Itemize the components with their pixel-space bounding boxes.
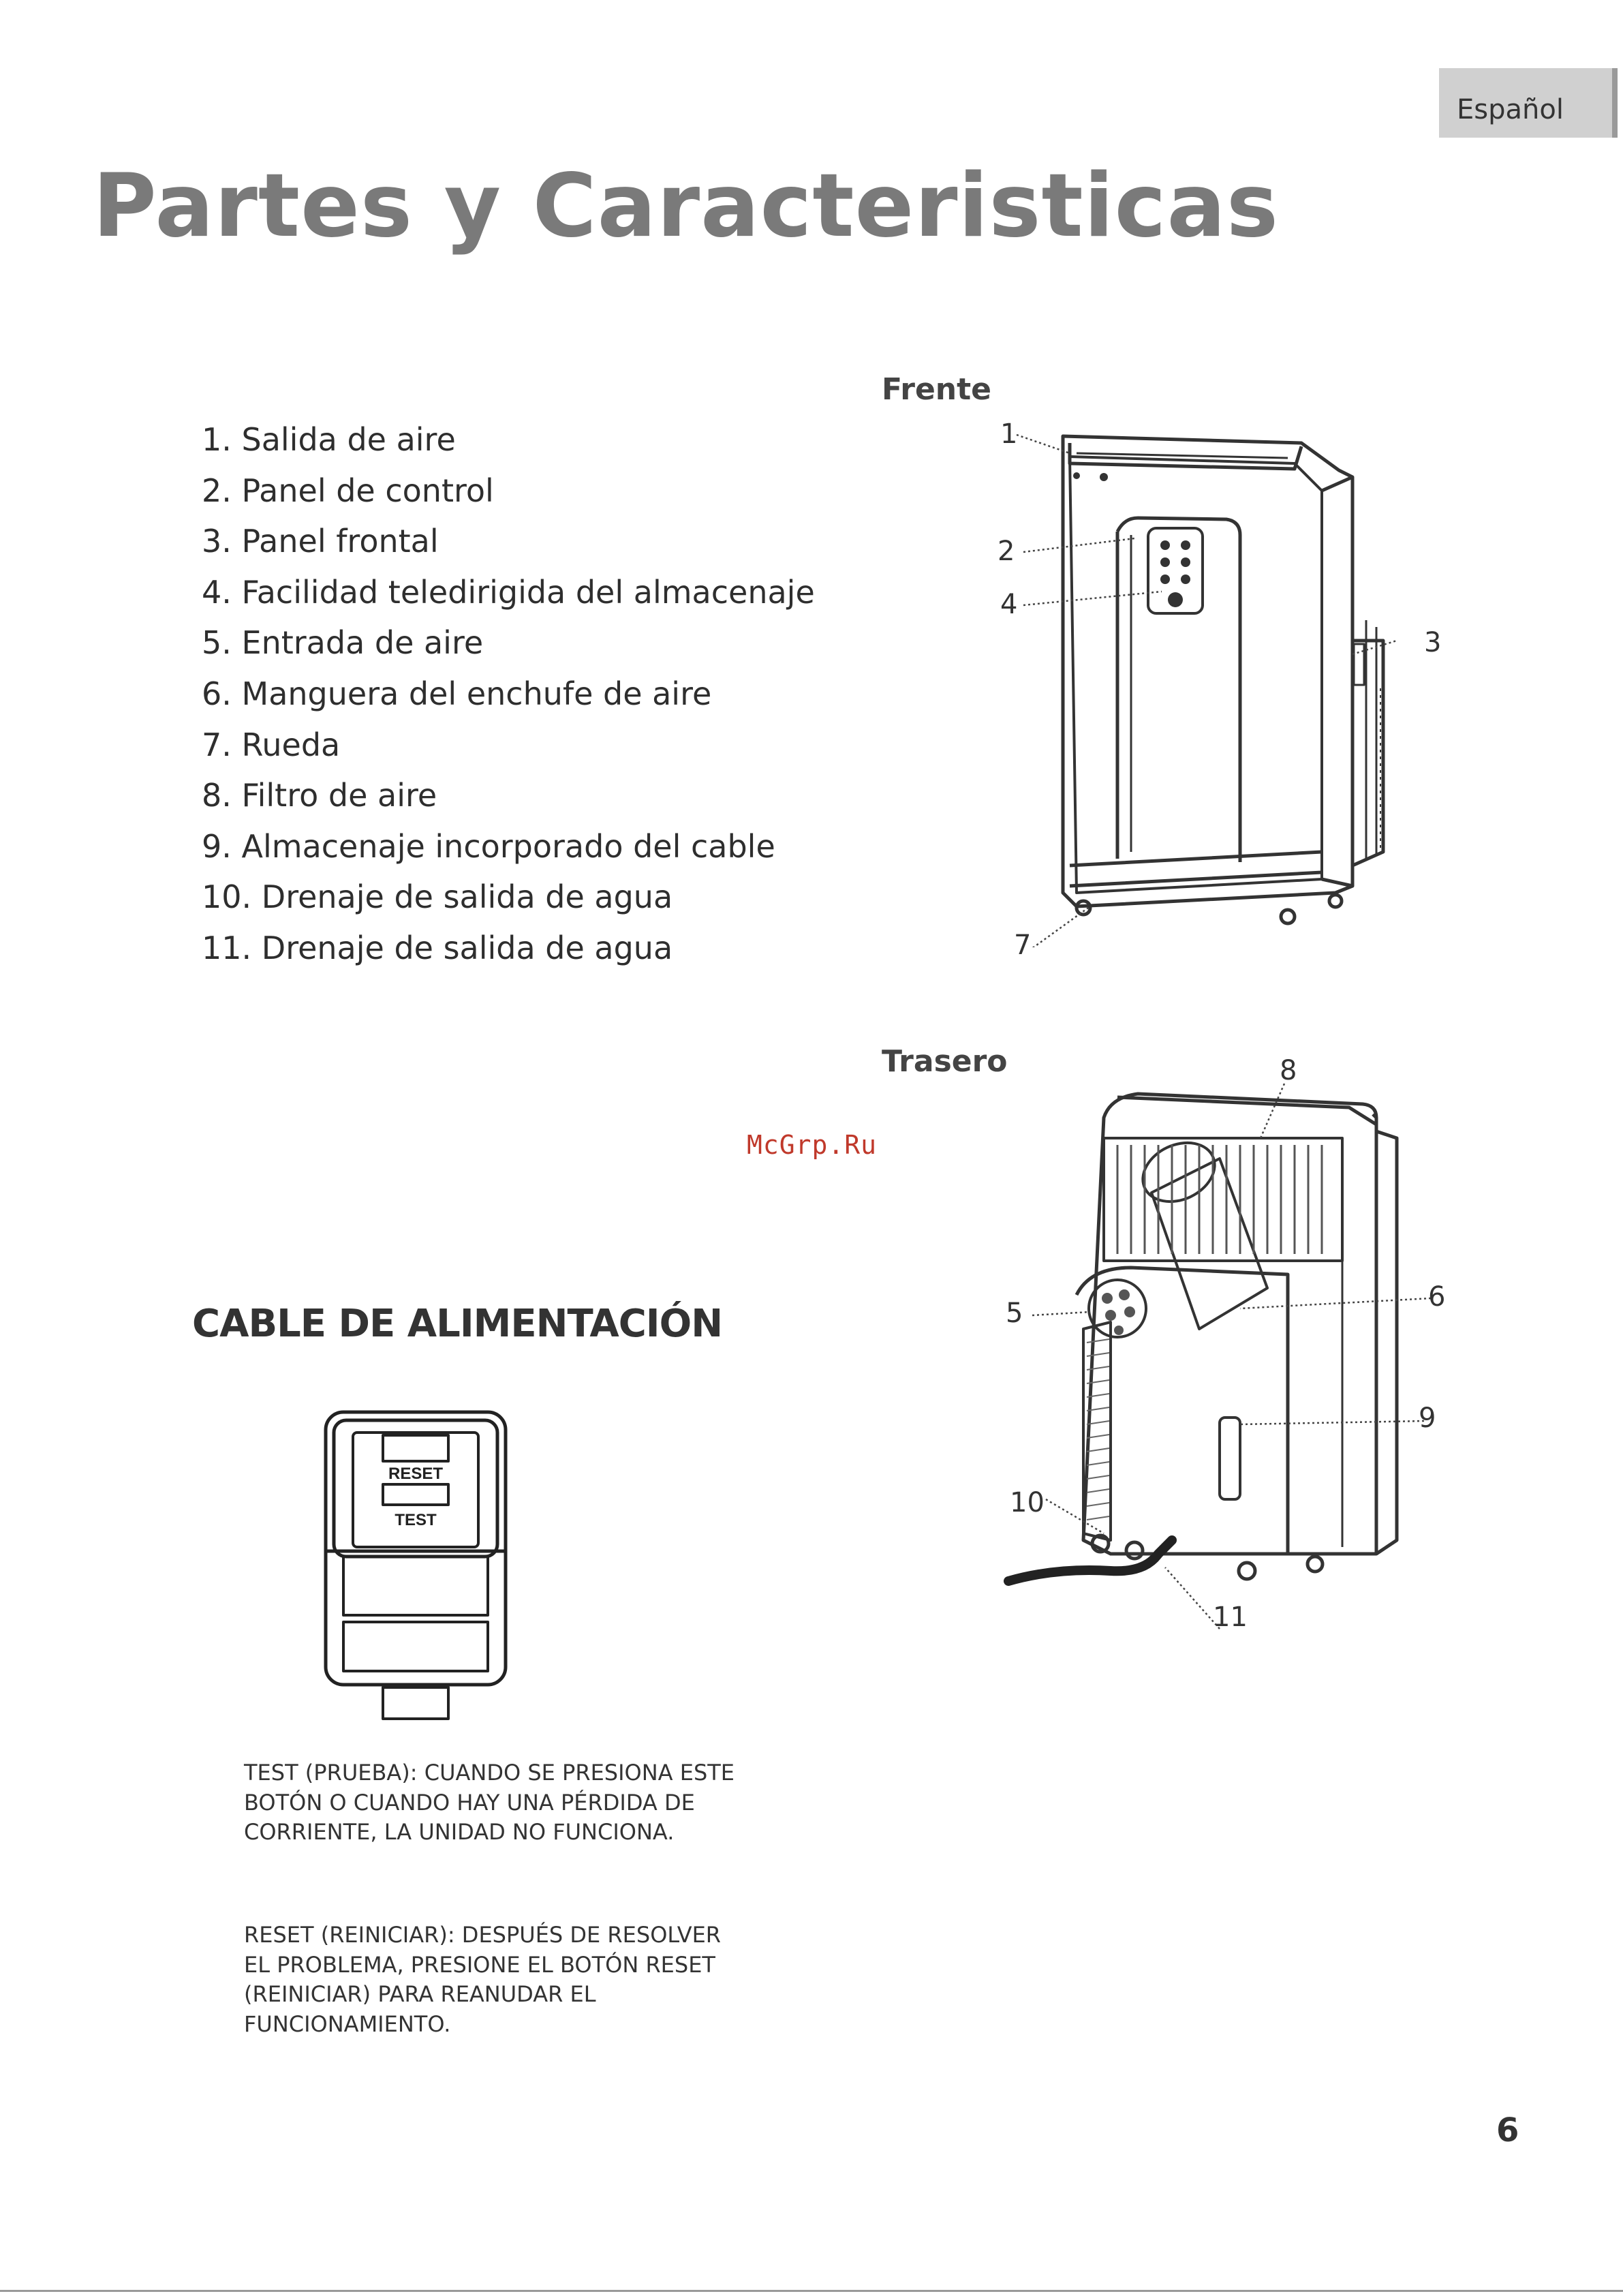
list-item: 5. Entrada de aire (202, 624, 484, 662)
reset-description: RESET (REINICIAR): DESPUÉS DE RESOLVER EL PROBLEMA, PRESIONE EL BOTÓN RESET (REINICIAR) PARA REANUDAR EL FUNCIONAMIENTO. (244, 1922, 722, 2037)
list-item: 11. Drenaje de salida de agua (202, 929, 673, 966)
list-item: 3. Panel frontal (202, 523, 439, 560)
list-item: 7. Rueda (202, 726, 341, 763)
test-label: TEST (395, 1511, 437, 1529)
page-title: Partes y Caracteristicas (93, 155, 1279, 257)
front-view-diagram (995, 416, 1417, 947)
power-cord-heading: CABLE DE ALIMENTACIÓN (192, 1302, 723, 1346)
front-callout-3: 3 (1424, 627, 1442, 658)
page-number: 6 (1496, 2111, 1519, 2149)
rear-callout-11: 11 (1213, 1602, 1248, 1633)
front-callout-7: 7 (1014, 930, 1032, 961)
list-item: 1. Salida de aire (202, 421, 456, 458)
footer-divider (0, 2290, 1623, 2292)
front-view-label: Frente (882, 372, 991, 407)
watermark: McGrp.Ru (747, 1130, 878, 1160)
rear-callout-6: 6 (1428, 1281, 1446, 1313)
parts-list (202, 414, 815, 974)
list-item: 9. Almacenaje incorporado del cable (202, 827, 775, 865)
language-tab (1439, 68, 1618, 138)
rear-callout-9: 9 (1419, 1403, 1436, 1434)
power-plug-diagram (320, 1408, 511, 1728)
front-callout-1: 1 (1000, 418, 1018, 450)
rear-callout-5: 5 (1006, 1298, 1023, 1329)
front-callout-4: 4 (1000, 589, 1018, 620)
rear-callout-8: 8 (1280, 1055, 1297, 1086)
list-item: 2. Panel de control (202, 472, 494, 509)
list-item: 8. Filtro de aire (202, 777, 437, 814)
front-callout-2: 2 (998, 536, 1015, 567)
list-item: 10. Drenaje de salida de agua (202, 878, 673, 916)
rear-view-label: Trasero (882, 1044, 1008, 1079)
test-description: TEST (PRUEBA): CUANDO SE PRESIONA ESTE BOTÓN O CUANDO HAY UNA PÉRDIDA DE CORRIENTE, LA UNIDAD NO FUNCIONA. (244, 1760, 735, 1845)
list-item: 6. Manguera del enchufe de aire (202, 675, 712, 712)
rear-view-diagram (995, 1063, 1458, 1636)
list-item: 4. Facilidad teledirigida del almacenaje (202, 573, 815, 611)
reset-label: RESET (388, 1465, 444, 1483)
language-tab-label: Español (1457, 94, 1564, 125)
rear-callout-10: 10 (1010, 1487, 1045, 1518)
